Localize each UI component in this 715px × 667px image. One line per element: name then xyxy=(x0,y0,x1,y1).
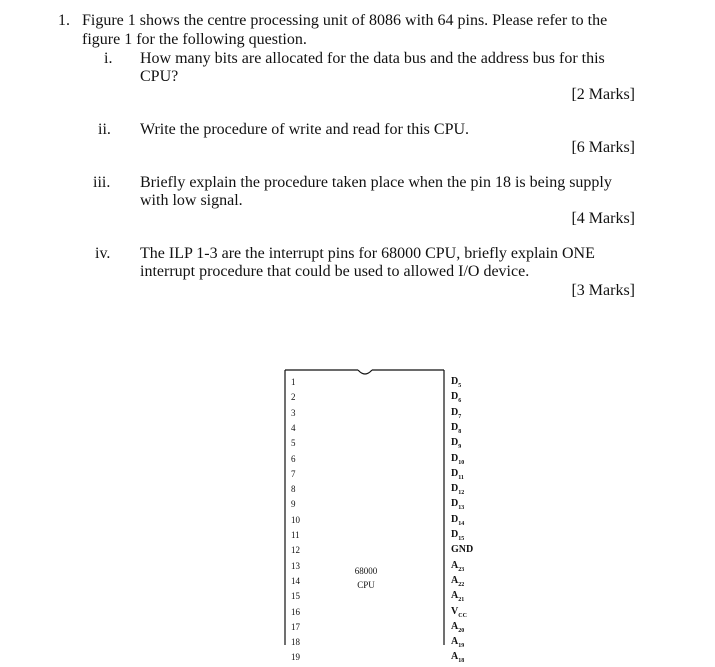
part-i-line1: How many bits are allocated for the data bus and the address bus for this xyxy=(140,50,605,67)
chip-left-pin-number: 10 xyxy=(291,514,300,525)
chip-right-pin-name: GND xyxy=(451,544,474,556)
chip-right-pin-name: $A_{20}$ xyxy=(451,620,465,634)
chip-left-pin-number: 11 xyxy=(291,530,300,540)
chip-left-pin-number: 19 xyxy=(291,652,300,663)
question-number: 1. xyxy=(58,12,70,29)
chip-left-pin-number: 3 xyxy=(291,407,296,418)
part-iv-line1: The ILP 1-3 are the interrupt pins for 68000 CPU, briefly explain ONE xyxy=(140,245,595,262)
chip-right-pin-name: $D_7$ xyxy=(451,406,462,420)
chip-name: 68000 xyxy=(354,566,378,576)
chip-left-pin-number: 6 xyxy=(291,453,296,464)
part-i-line2: CPU? xyxy=(140,68,179,85)
chip-left-pin-number: 8 xyxy=(291,484,296,495)
chip-left-pin-number: 5 xyxy=(291,438,296,449)
chip-right-pin-name: $D_{13}$ xyxy=(451,498,465,512)
chip-right-pin-name: $D_{14}$ xyxy=(451,513,465,527)
part-iii-marks: [4 Marks] xyxy=(571,210,635,227)
chip-right-pin-name: $D_5$ xyxy=(451,376,462,389)
chip-left-pin-number: 9 xyxy=(291,499,296,510)
chip-label: CPU xyxy=(357,580,375,590)
chip-right-pin-name: $V_{CC}$ xyxy=(451,605,467,619)
chip-right-pin-name: $A_{19}$ xyxy=(451,636,465,650)
chip-right-pin-name: $A_{18}$ xyxy=(451,651,465,665)
chip-right-pin-name: $D_{11}$ xyxy=(451,467,464,481)
chip-right-pin-name: $D_6$ xyxy=(451,391,462,405)
question-intro-line2: figure 1 for the following question. xyxy=(82,31,307,48)
part-i-marks: [2 Marks] xyxy=(571,86,635,103)
chip-left-pin-number: 16 xyxy=(291,606,300,617)
part-iii-number: iii. xyxy=(93,174,111,191)
chip-left-pin-number: 18 xyxy=(291,637,300,648)
chip-right-pin-name: $D_9$ xyxy=(451,437,462,451)
chip-right-pin-name: $A_{21}$ xyxy=(451,590,465,604)
chip-left-pin-number: 1 xyxy=(291,377,296,387)
chip-right-pin-name: $D_{10}$ xyxy=(451,452,465,466)
chip-left-pin-number: 15 xyxy=(291,591,300,602)
chip-right-pin-name: $D_{12}$ xyxy=(451,483,465,497)
chip-left-pin-number: 2 xyxy=(291,392,296,403)
chip-right-pin-name: $A_{23}$ xyxy=(451,559,465,573)
part-iii-line2: with low signal. xyxy=(140,192,243,209)
part-i-number: i. xyxy=(104,50,113,67)
part-iv-marks: [3 Marks] xyxy=(571,282,635,299)
chip-left-pin-number: 13 xyxy=(291,560,300,571)
question-intro-line1: Figure 1 shows the centre processing unit of 8086 with 64 pins. Please refer to the xyxy=(82,12,608,29)
part-ii-marks: [6 Marks] xyxy=(571,139,635,156)
chip-left-pin-number: 4 xyxy=(291,422,296,433)
part-iii-line1: Briefly explain the procedure taken place when the pin 18 is being supply xyxy=(140,174,612,191)
chip-left-pin-number: 14 xyxy=(291,575,300,586)
part-ii-line1: Write the procedure of write and read for this CPU. xyxy=(140,121,470,138)
chip-right-pin-name: $D_8$ xyxy=(451,421,462,435)
part-iv-number: iv. xyxy=(95,245,111,262)
chip-left-pin-number: 7 xyxy=(291,468,296,479)
chip-right-pin-name: $A_{22}$ xyxy=(451,574,465,588)
chip-left-pin-number: 12 xyxy=(291,545,300,556)
part-ii-number: ii. xyxy=(98,121,111,138)
part-iv-line2: interrupt procedure that could be used to allowed I/O device. xyxy=(140,263,530,280)
chip-right-pin-name: $D_{15}$ xyxy=(451,529,465,542)
chip-left-pin-number: 17 xyxy=(291,621,300,632)
